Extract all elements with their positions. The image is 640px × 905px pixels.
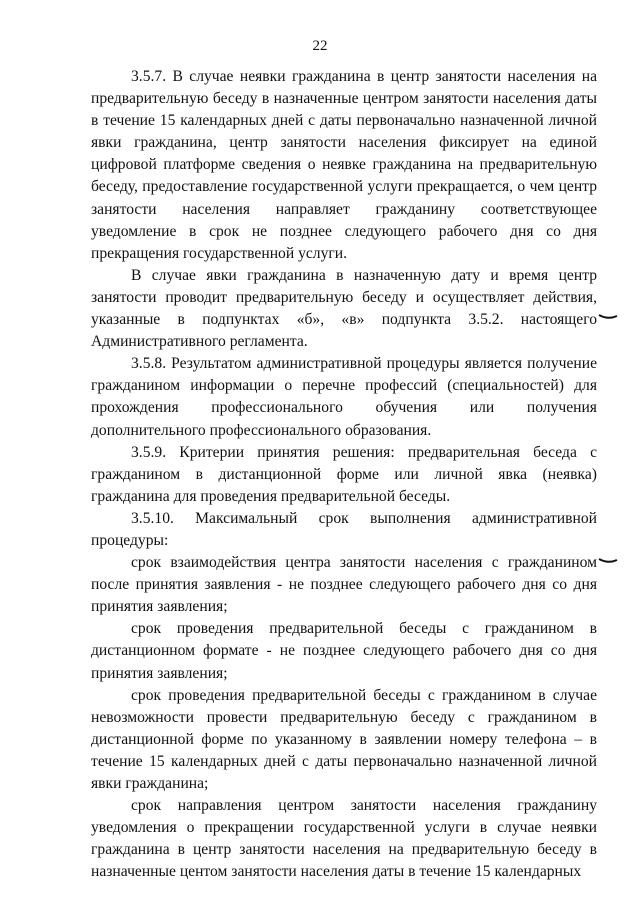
paragraph-3-5-8: 3.5.8. Результатом административной процедуры является получение гражданином информации о перечне профессий (специальностей) для прохождения профессионального обучения или получения дополнительного профессионального образования. xyxy=(91,355,597,439)
page-number: 22 xyxy=(312,38,328,54)
paragraph-appearance-case: В случае явки гражданина в назначенную дату и время центр занятости проводит предварительную беседу и осуществляет действия, указанные в подпунктах «б», «в» подпункта 3.5.2. настоящего Административного регламента. xyxy=(91,266,597,351)
paragraph-3-5-7: 3.5.7. В случае неявки гражданина в центр занятости населения на предварительную беседу в назначенные центром занятости населения даты в течение 15 календарных дней с даты первоначально назначенной личной явки гражданина, центр занятости населения фиксирует на единой цифровой платформе сведения о неявке гражданина на предварительную беседу, предоставление государственной услуги прекращается, о чем центр занятости населения направляет гражданину соответствующее уведомление в срок не позднее следующего рабочего дня со дня прекращения государственной услуги. xyxy=(91,68,597,262)
paragraph-interaction-deadline: срок взаимодействия центра занятости населения с гражданином после принятия заявления - не позднее следующего рабочего дня со дня принятия заявления; xyxy=(91,554,597,616)
paragraph-termination-notice-deadline: срок направления центром занятости населения гражданину уведомления о прекращении государственной услуги в случае неявки гражданина в центр занятости населения на предварительную беседу в назначенные центом занятости населения даты в течение 15 календарных xyxy=(91,797,597,881)
paragraph-inperson-interview-deadline: срок проведения предварительной беседы с гражданином в случае невозможности провести предварительную беседу с гражданином в дистанционной форме по указанному в заявлении номеру телефона – в течение 15 календарных дней с даты первоначально назначенной личной явки гражданина; xyxy=(91,686,597,792)
document-body xyxy=(91,66,597,883)
paragraph-remote-interview-deadline: срок проведения предварительной беседы с гражданином в дистанционном формате - не позднее следующего рабочего дня со дня принятия заявления; xyxy=(91,620,597,682)
margin-scan-mark xyxy=(598,314,618,320)
margin-scan-mark xyxy=(598,558,618,564)
paragraph-3-5-10: 3.5.10. Максимальный срок выполнения административной процедуры: xyxy=(91,509,597,549)
paragraph-3-5-9: 3.5.9. Критерии принятия решения: предварительная беседа с гражданином в дистанционной форме или личной явка (неявка) гражданина для проведения предварительной беседы. xyxy=(91,443,597,505)
